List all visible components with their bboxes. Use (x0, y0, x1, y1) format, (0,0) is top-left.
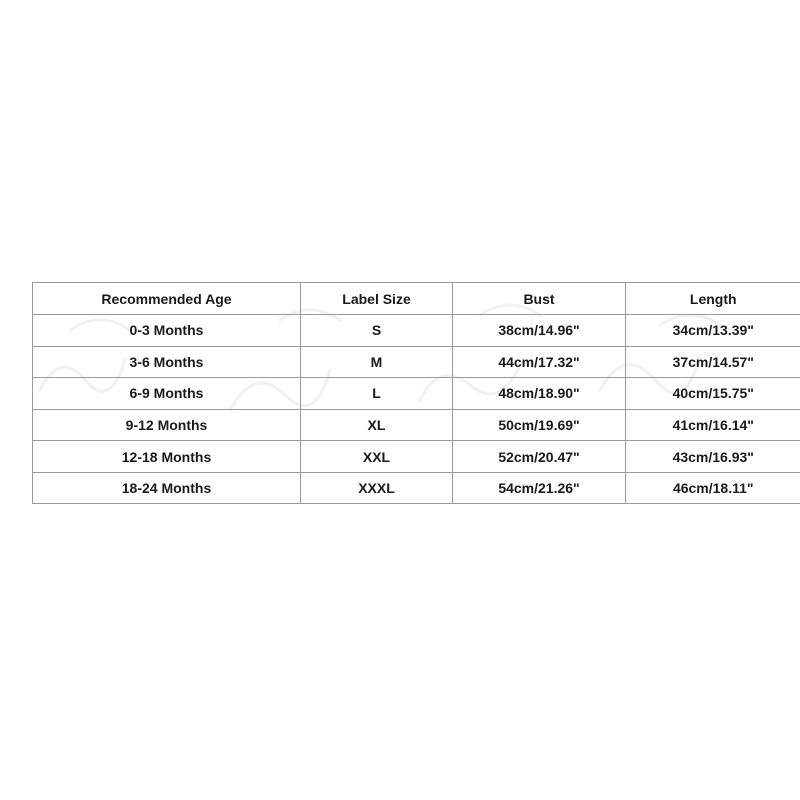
header-length: Length (626, 283, 800, 315)
size-chart-table (32, 282, 800, 504)
cell-label-size: XL (301, 409, 453, 441)
header-label-size: Label Size (301, 283, 453, 315)
cell-bust: 50cm/19.69" (453, 409, 626, 441)
cell-label-size: M (301, 346, 453, 378)
cell-label-size: XXL (301, 441, 453, 473)
table-row (33, 409, 800, 441)
cell-length: 41cm/16.14" (626, 409, 800, 441)
cell-length: 46cm/18.11" (626, 472, 800, 503)
cell-label-size: S (301, 315, 453, 347)
cell-bust: 52cm/20.47" (453, 441, 626, 473)
table-header-row (33, 283, 800, 315)
cell-age: 9-12 Months (33, 409, 301, 441)
cell-bust: 54cm/21.26" (453, 472, 626, 503)
cell-label-size: L (301, 378, 453, 410)
cell-label-size: XXXL (301, 472, 453, 503)
cell-age: 3-6 Months (33, 346, 301, 378)
cell-length: 34cm/13.39" (626, 315, 800, 347)
cell-bust: 38cm/14.96" (453, 315, 626, 347)
table-row (33, 441, 800, 473)
cell-age: 12-18 Months (33, 441, 301, 473)
cell-bust: 44cm/17.32" (453, 346, 626, 378)
table-row (33, 346, 800, 378)
cell-bust: 48cm/18.90" (453, 378, 626, 410)
header-bust: Bust (453, 283, 626, 315)
table-row (33, 378, 800, 410)
header-recommended-age: Recommended Age (33, 283, 301, 315)
cell-length: 37cm/14.57" (626, 346, 800, 378)
cell-length: 43cm/16.93" (626, 441, 800, 473)
cell-age: 18-24 Months (33, 472, 301, 503)
table-row (33, 315, 800, 347)
cell-length: 40cm/15.75" (626, 378, 800, 410)
cell-age: 0-3 Months (33, 315, 301, 347)
cell-age: 6-9 Months (33, 378, 301, 410)
table-row (33, 472, 800, 503)
